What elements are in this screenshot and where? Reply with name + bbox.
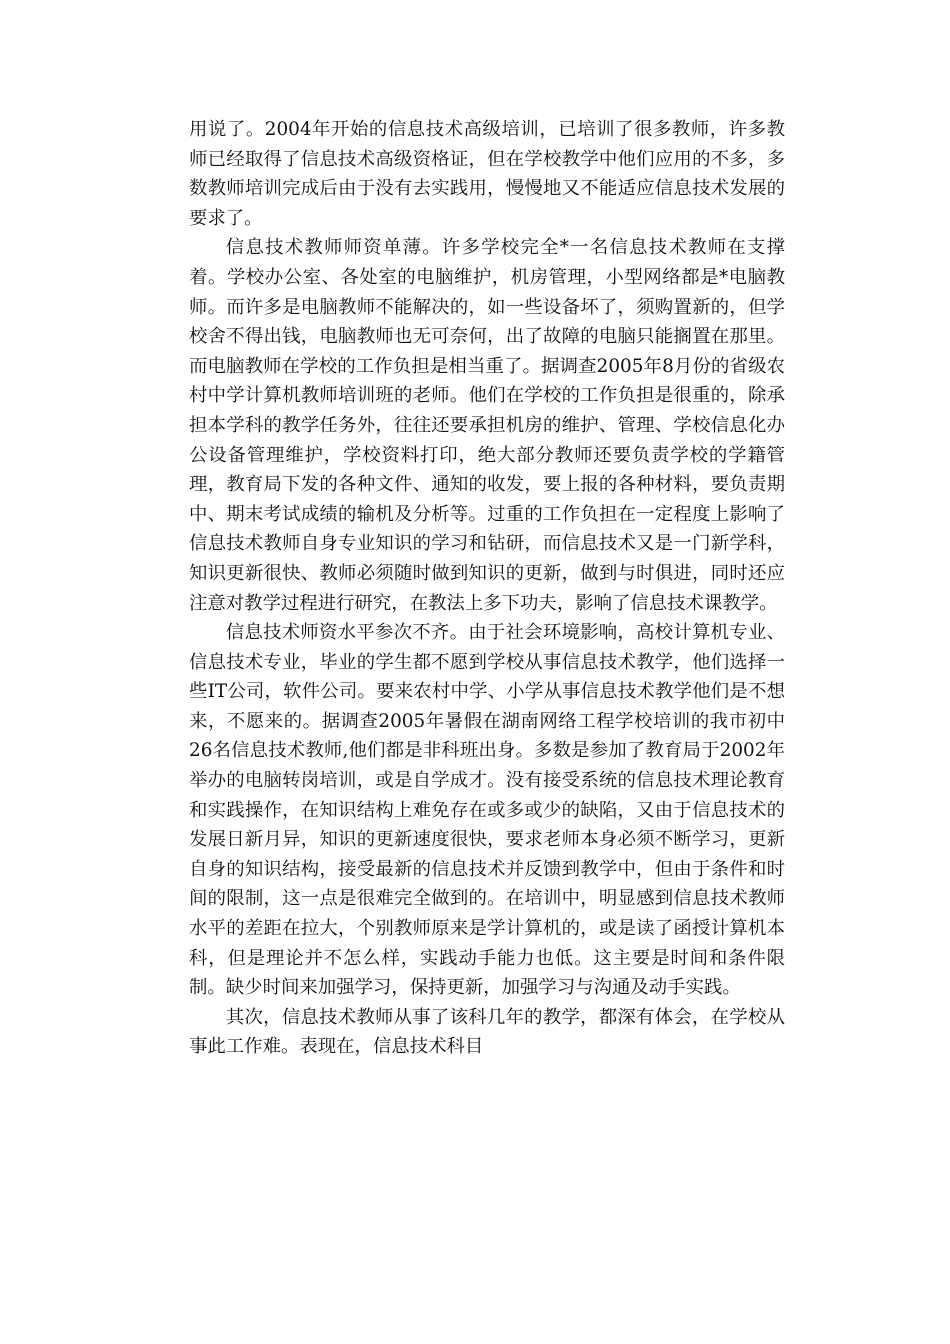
paragraph-continuation: 用说了。2004年开始的信息技术高级培训，已培训了很多教师，许多教师已经取得了信息技术高级资格证，但在学校教学中他们应用的不多，多数教师培训完成后由于没有去实践用，慢慢地又不能适应信息技术发展的要求了。 (189, 119, 785, 229)
paragraph-secondly: 其次，信息技术教师从事了该科几年的教学，都深有体会，在学校从事此工作难。表现在，信息技术科目 (189, 1006, 785, 1058)
document-body (189, 115, 785, 1062)
paragraph-teacher-shortage: 信息技术教师师资单薄。许多学校完全*一名信息技术教师在支撑着。学校办公室、各处室的电脑维护，机房管理，小型网络都是*电脑教师。而许多是电脑教师不能解决的，如一些设备坏了，须购置新的，但学校舍不得出钱，电脑教师也无可奈何，出了故障的电脑只能搁置在那里。而电脑教师在学校的工作负担是相当重了。据调查2005年8月份的省级农村中学计算机教师培训班的老师。他们在学校的工作负担是很重的，除承担本学科的教学任务外，往往还要承担机房的维护、管理、学校信息化办公设备管理维护，学校资料打印，绝大部分教师还要负责学校的学籍管理，教育局下发的各种文件、通知的收发，要上报的各种材料，要负责期中、期末考试成绩的输机及分析等。过重的工作负担在一定程度上影响了信息技术教师自身专业知识的学习和钻研，而信息技术又是一门新学科，知识更新很快、教师必须随时做到知识的更新，做到与时俱进，同时还应注意对教学过程进行研究，在教法上多下功夫，影响了信息技术课教学。 (189, 237, 785, 614)
paragraph-teacher-level: 信息技术师资水平参次不齐。由于社会环境影响，高校计算机专业、信息技术专业，毕业的学生都不愿到学校从事信息技术教学，他们选择一些IT公司，软件公司。要来农村中学、小学从事信息技术教学他们是不想来，不愿来的。据调查2005年暑假在湖南网络工程学校培训的我市初中26名信息技术教师,他们都是非科班出身。多数是参加了教育局于2002年举办的电脑转岗培训，或是自学成才。没有接受系统的信息技术理论教育和实践操作，在知识结构上难免存在或多或少的缺陷，又由于信息技术的发展日新月异，知识的更新速度很快，要求老师本身必须不断学习，更新自身的知识结构，接受最新的信息技术并反馈到教学中，但由于条件和时间的限制，这一点是很难完全做到的。在培训中，明显感到信息技术教师水平的差距在拉大，个别教师原来是学计算机的，或是读了函授计算机本科，但是理论并不怎么样，实践动手能力也低。这主要是时间和条件限制。缺少时间来加强学习，保持更新，加强学习与沟通及动手实践。 (189, 622, 785, 999)
